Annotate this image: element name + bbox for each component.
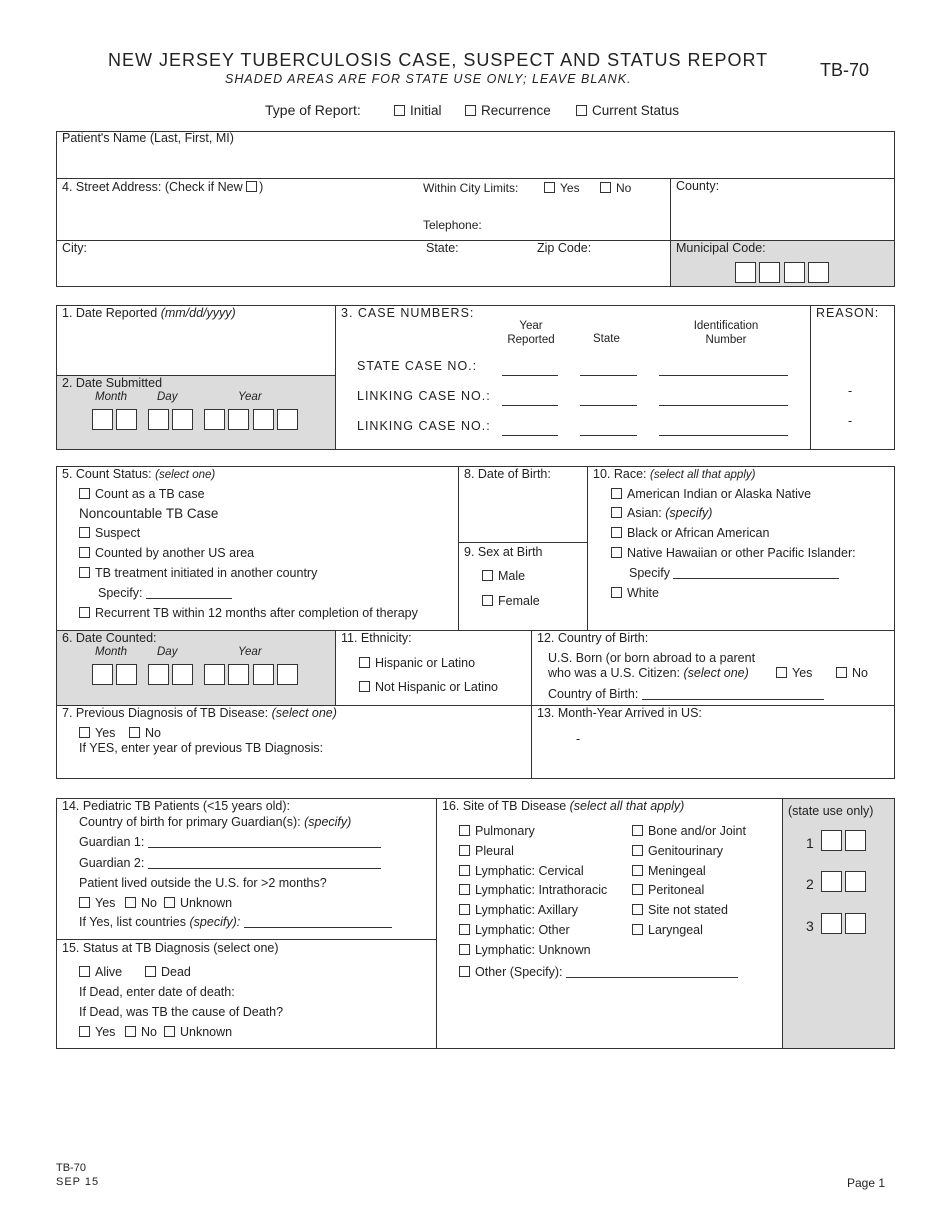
col-id-number: Identification Number — [693, 320, 759, 346]
site-option[interactable]: Peritoneal — [632, 883, 704, 897]
site-checkbox[interactable] — [459, 924, 470, 935]
prev-diagnosis-yes[interactable]: Yes — [79, 726, 115, 740]
linking-case-no-label: LINKING CASE NO.: — [357, 419, 491, 433]
lived-outside-yes-checkbox[interactable] — [79, 897, 90, 908]
suspect-option[interactable]: Suspect — [79, 526, 140, 540]
pacific-islander-checkbox[interactable] — [611, 547, 622, 558]
suspect-checkbox[interactable] — [79, 527, 90, 538]
site-other-option[interactable]: Other (Specify): — [459, 965, 738, 979]
linking-case-state-field[interactable] — [580, 405, 637, 406]
lived-outside-label: Patient lived outside the U.S. for >2 months? — [79, 876, 327, 890]
race-option-pacific-islander[interactable]: Native Hawaiian or other Pacific Islander: — [611, 546, 856, 560]
date-death-label: If Dead, enter date of death: — [79, 985, 235, 999]
guardian2-label: Guardian 2: — [79, 856, 381, 870]
site-checkbox[interactable] — [632, 825, 643, 836]
site-checkbox[interactable] — [632, 904, 643, 915]
treatment-other-country-checkbox[interactable] — [79, 567, 90, 578]
arrived-dash: - — [576, 732, 581, 746]
site-option[interactable]: Genitourinary — [632, 844, 723, 858]
municipal-code-box[interactable] — [735, 262, 756, 283]
site-other-checkbox[interactable] — [459, 966, 470, 977]
site-option[interactable]: Pulmonary — [459, 824, 535, 838]
date-counted-box[interactable] — [277, 664, 298, 685]
prev-diagnosis-no[interactable]: No — [129, 726, 161, 740]
count-as-tb-option[interactable]: Count as a TB case — [79, 487, 205, 501]
date-submitted-box[interactable] — [148, 409, 169, 430]
zip-label: Zip Code: — [537, 241, 592, 255]
cause-unknown[interactable]: Unknown — [164, 1025, 232, 1039]
state-case-year-field[interactable] — [502, 375, 558, 376]
status-alive[interactable]: Alive — [79, 965, 122, 979]
recurrent-tb-checkbox[interactable] — [79, 607, 90, 618]
state-use-number: 2 — [806, 876, 814, 892]
state-use-box[interactable] — [845, 830, 866, 851]
city-limits-yes[interactable]: Yes — [544, 181, 580, 195]
state-use-number: 1 — [806, 835, 814, 851]
site-checkbox[interactable] — [632, 865, 643, 876]
us-born-no[interactable]: No — [836, 666, 868, 680]
date-counted-box[interactable] — [148, 664, 169, 685]
site-checkbox[interactable] — [459, 865, 470, 876]
dead-checkbox[interactable] — [145, 966, 156, 977]
site-checkbox[interactable] — [459, 904, 470, 915]
date-submitted-box[interactable] — [277, 409, 298, 430]
state-case-no-label: STATE CASE NO.: — [357, 359, 478, 373]
form-subtitle: SHADED AREAS ARE FOR STATE USE ONLY; LEAVE BLANK. — [225, 72, 632, 86]
date-counted-box[interactable] — [228, 664, 249, 685]
reason-label: REASON: — [816, 306, 880, 320]
ethnicity-not-hispanic-option[interactable]: Not Hispanic or Latino — [359, 680, 498, 694]
new-address-checkbox[interactable] — [246, 181, 257, 192]
site-checkbox[interactable] — [632, 924, 643, 935]
count-as-tb-checkbox[interactable] — [79, 488, 90, 499]
col-year-reported: Year Reported — [507, 320, 555, 346]
country-of-birth-label: Country of Birth: — [548, 687, 824, 701]
footer-date: SEP 15 — [56, 1176, 100, 1188]
list-countries-field[interactable] — [244, 927, 392, 928]
site-checkbox[interactable] — [459, 944, 470, 955]
date-submitted-label: 2. Date Submitted — [62, 376, 163, 390]
counted-other-area-option[interactable]: Counted by another US area — [79, 546, 254, 560]
count-status-label: 5. Count Status: (select one) — [62, 467, 216, 481]
linking-case-state-field[interactable] — [580, 435, 637, 436]
state-case-id-field[interactable] — [659, 375, 788, 376]
prev-diagnosis-note: If YES, enter year of previous TB Diagnosis: — [79, 741, 324, 755]
race-label: 10. Race: (select all that apply) — [593, 467, 756, 481]
site-checkbox[interactable] — [632, 845, 643, 856]
lived-outside-no[interactable]: No — [125, 896, 157, 910]
site-option[interactable]: Lymphatic: Unknown — [459, 943, 591, 957]
site-option[interactable]: Lymphatic: Cervical — [459, 864, 584, 878]
year-label: Year — [238, 646, 262, 658]
lived-outside-unknown-checkbox[interactable] — [164, 897, 175, 908]
counted-other-area-checkbox[interactable] — [79, 547, 90, 558]
state-use-box[interactable] — [821, 830, 842, 851]
lived-outside-no-checkbox[interactable] — [125, 897, 136, 908]
site-label: 16. Site of TB Disease (select all that apply) — [442, 799, 685, 813]
sex-male-option[interactable]: Male — [482, 569, 525, 583]
telephone-label: Telephone: — [423, 218, 482, 232]
race-specify-label: Specify — [629, 566, 839, 580]
black-checkbox[interactable] — [611, 527, 622, 538]
race-option-white[interactable]: White — [611, 586, 659, 600]
day-label: Day — [157, 391, 178, 403]
form-title: NEW JERSEY TUBERCULOSIS CASE, SUSPECT AND STATUS REPORT — [108, 50, 769, 70]
date-counted-box[interactable] — [116, 664, 137, 685]
cause-death-label: If Dead, was TB the cause of Death? — [79, 1005, 284, 1019]
prev-diagnosis-no-checkbox[interactable] — [129, 727, 140, 738]
linking-case-year-field[interactable] — [502, 435, 558, 436]
municipal-code-box[interactable] — [784, 262, 805, 283]
race-option-american-indian[interactable]: American Indian or Alaska Native — [611, 487, 811, 501]
site-checkbox[interactable] — [632, 884, 643, 895]
report-type-current-status[interactable]: Current Status — [576, 103, 679, 118]
footer-page: Page 1 — [847, 1176, 886, 1190]
noncountable-label: Noncountable TB Case — [79, 506, 219, 521]
linking-case-no-label: LINKING CASE NO.: — [357, 389, 491, 403]
site-option[interactable]: Lymphatic: Intrathoracic — [459, 883, 607, 897]
alive-checkbox[interactable] — [79, 966, 90, 977]
street-address-label: 4. Street Address: (Check if New ) — [62, 180, 264, 194]
us-born-yes-checkbox[interactable] — [776, 667, 787, 678]
country-of-birth-field[interactable] — [642, 699, 824, 700]
date-submitted-box[interactable] — [92, 409, 113, 430]
date-counted-box[interactable] — [253, 664, 274, 685]
state-use-box[interactable] — [845, 913, 866, 934]
count-specify-field[interactable] — [146, 598, 232, 599]
linking-case-id-field[interactable] — [659, 405, 788, 406]
municipal-code-box[interactable] — [759, 262, 780, 283]
city-limits-label: Within City Limits: — [423, 181, 519, 195]
site-other-field[interactable] — [566, 977, 738, 978]
race-option-black[interactable]: Black or African American — [611, 526, 769, 540]
sex-label: 9. Sex at Birth — [464, 545, 543, 559]
male-checkbox[interactable] — [482, 570, 493, 581]
date-counted-box[interactable] — [172, 664, 193, 685]
city-limits-yes-checkbox[interactable] — [544, 182, 555, 193]
state-use-label: (state use only) — [788, 804, 874, 818]
us-born-line2: who was a U.S. Citizen: (select one) — [548, 666, 749, 680]
treatment-other-country-option[interactable]: TB treatment initiated in another country — [79, 566, 317, 580]
reason-mark: - — [848, 414, 853, 428]
race-specify-field[interactable] — [673, 578, 839, 579]
municipal-code-label: Municipal Code: — [676, 241, 766, 255]
footer-form-id: TB-70 — [56, 1162, 86, 1174]
female-checkbox[interactable] — [482, 595, 493, 606]
municipal-code-box[interactable] — [808, 262, 829, 283]
city-label: City: — [62, 241, 87, 255]
date-counted-box[interactable] — [92, 664, 113, 685]
date-counted-label: 6. Date Counted: — [62, 631, 157, 645]
patient-name-label: Patient's Name (Last, First, MI) — [62, 131, 234, 145]
city-limits-no-checkbox[interactable] — [600, 182, 611, 193]
guardian1-field[interactable] — [148, 847, 381, 848]
date-reported-label: 1. Date Reported (mm/dd/yyyy) — [62, 306, 236, 320]
arrived-label: 13. Month-Year Arrived in US: — [537, 706, 702, 720]
us-born-no-checkbox[interactable] — [836, 667, 847, 678]
site-option[interactable]: Bone and/or Joint — [632, 824, 746, 838]
hispanic-checkbox[interactable] — [359, 657, 370, 668]
site-checkbox[interactable] — [459, 825, 470, 836]
initial-checkbox[interactable] — [394, 105, 405, 116]
date-submitted-box[interactable] — [253, 409, 274, 430]
status-dead[interactable]: Dead — [145, 965, 191, 979]
site-option[interactable]: Lymphatic: Other — [459, 923, 570, 937]
state-label: State: — [426, 241, 459, 255]
lived-outside-yes[interactable]: Yes — [79, 896, 115, 910]
year-label: Year — [238, 391, 262, 403]
dob-label: 8. Date of Birth: — [464, 467, 551, 481]
state-use-number: 3 — [806, 918, 814, 934]
state-use-box[interactable] — [821, 913, 842, 934]
site-option[interactable]: Site not stated — [632, 903, 728, 917]
not-hispanic-checkbox[interactable] — [359, 681, 370, 692]
date-counted-box[interactable] — [204, 664, 225, 685]
report-type-label: Type of Report: — [265, 102, 361, 118]
white-checkbox[interactable] — [611, 587, 622, 598]
asian-checkbox[interactable] — [611, 507, 622, 518]
pediatric-label: 14. Pediatric TB Patients (<15 years old): — [62, 799, 291, 813]
ethnicity-hispanic-option[interactable]: Hispanic or Latino — [359, 656, 475, 670]
col-state: State — [593, 333, 620, 345]
recurrent-tb-option[interactable]: Recurrent TB within 12 months after completion of therapy — [79, 606, 418, 620]
site-option[interactable]: Laryngeal — [632, 923, 703, 937]
state-use-box[interactable] — [821, 871, 842, 892]
prev-diagnosis-yes-checkbox[interactable] — [79, 727, 90, 738]
site-option[interactable]: Meningeal — [632, 864, 706, 878]
prev-diagnosis-label: 7. Previous Diagnosis of TB Disease: (select one) — [62, 706, 337, 720]
cause-no[interactable]: No — [125, 1025, 157, 1039]
city-limits-no[interactable]: No — [600, 181, 631, 195]
site-checkbox[interactable] — [459, 884, 470, 895]
month-label: Month — [95, 391, 127, 403]
cause-no-checkbox[interactable] — [125, 1026, 136, 1037]
cause-unknown-checkbox[interactable] — [164, 1026, 175, 1037]
reason-mark: - — [848, 384, 853, 398]
current-status-checkbox[interactable] — [576, 105, 587, 116]
date-submitted-box[interactable] — [116, 409, 137, 430]
race-option-asian[interactable]: Asian: (specify) — [611, 506, 712, 520]
guardian-country-label: Country of birth for primary Guardian(s): (specify) — [79, 815, 352, 829]
recurrence-checkbox[interactable] — [465, 105, 476, 116]
patient-name-field[interactable] — [62, 148, 887, 174]
county-label: County: — [676, 179, 720, 193]
guardian1-label: Guardian 1: — [79, 835, 381, 849]
date-submitted-box[interactable] — [204, 409, 225, 430]
american-indian-checkbox[interactable] — [611, 488, 622, 499]
linking-case-year-field[interactable] — [502, 405, 558, 406]
date-submitted-box[interactable] — [228, 409, 249, 430]
cause-yes[interactable]: Yes — [79, 1025, 115, 1039]
sex-female-option[interactable]: Female — [482, 594, 540, 608]
site-option[interactable]: Lymphatic: Axillary — [459, 903, 578, 917]
state-use-box[interactable] — [845, 871, 866, 892]
date-submitted-box[interactable] — [172, 409, 193, 430]
linking-case-id-field[interactable] — [659, 435, 788, 436]
lived-outside-unknown[interactable]: Unknown — [164, 896, 232, 910]
count-specify-label: Specify: — [98, 586, 232, 600]
form-id: TB-70 — [820, 60, 870, 80]
cause-yes-checkbox[interactable] — [79, 1026, 90, 1037]
state-case-state-field[interactable] — [580, 375, 637, 376]
day-label: Day — [157, 646, 178, 658]
status-dx-label: 15. Status at TB Diagnosis (select one) — [62, 941, 279, 955]
country-birth-label: 12. Country of Birth: — [537, 631, 649, 645]
us-born-yes[interactable]: Yes — [776, 666, 812, 680]
report-type-initial[interactable]: Initial — [394, 103, 442, 118]
us-born-line1: U.S. Born (or born abroad to a parent — [548, 651, 756, 665]
site-checkbox[interactable] — [459, 845, 470, 856]
ethnicity-label: 11. Ethnicity: — [341, 631, 412, 645]
site-option[interactable]: Pleural — [459, 844, 514, 858]
case-numbers-label: 3. CASE NUMBERS: — [341, 306, 475, 320]
guardian2-field[interactable] — [148, 868, 381, 869]
report-type-recurrence[interactable]: Recurrence — [465, 103, 551, 118]
month-label: Month — [95, 646, 127, 658]
list-countries-label: If Yes, list countries (specify): — [79, 915, 392, 929]
